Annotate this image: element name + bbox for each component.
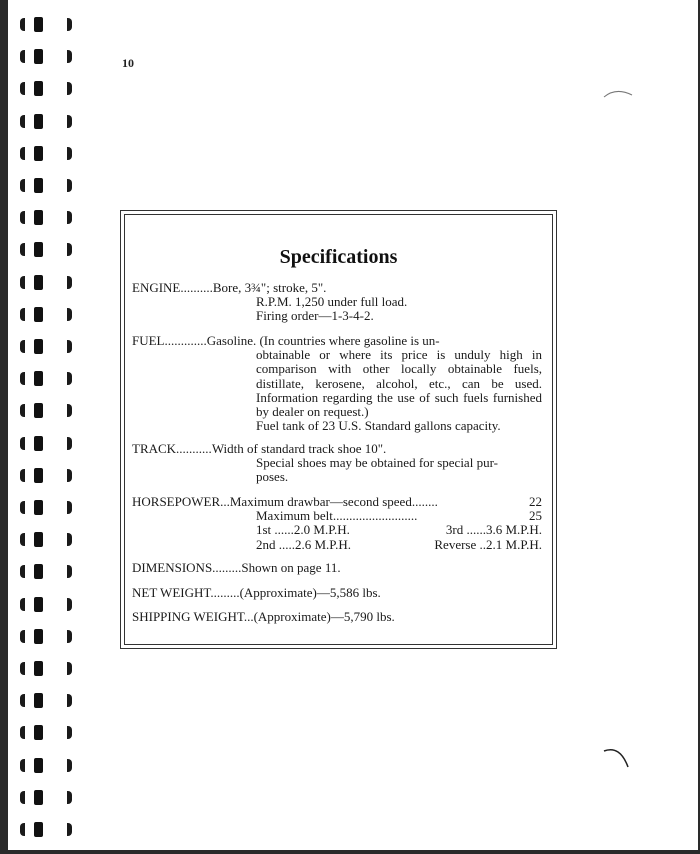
shipping-weight-spec	[132, 610, 542, 624]
track-special-shoes-cont: poses.	[256, 469, 289, 485]
binding-ring	[20, 400, 64, 420]
engine-firing-order: Firing order—1-3-4-2.	[256, 308, 374, 324]
binding-ring	[20, 14, 64, 34]
binding-ring	[20, 207, 64, 227]
binding-ring	[20, 239, 64, 259]
engine-label: ENGINE..........	[132, 280, 213, 295]
fuel-tank: Fuel tank of 23 U.S. Standard gallons capacity.	[256, 418, 501, 434]
net-weight-spec	[132, 586, 542, 600]
binding-ring	[20, 272, 64, 292]
net-weight-label: NET WEIGHT.........	[132, 585, 240, 600]
binding-ring	[20, 78, 64, 98]
binding-ring	[20, 819, 64, 839]
shipping-weight-text: (Approximate)—5,790 lbs.	[253, 609, 395, 624]
track-spec	[132, 442, 542, 485]
track-shoe-width: Width of standard track shoe 10".	[211, 441, 387, 456]
fuel-spec	[132, 334, 542, 433]
fuel-text: obtainable or where its price is unduly high in comparison with other locally obtainable fuels, distillate, kerosene, alcohol, etc., can be used. Information regarding the use of such fuels furnished by dealer on request.)	[256, 347, 542, 420]
track-special-shoes: Special shoes may be obtained for special pur-	[256, 455, 498, 471]
fuel-label: FUEL.............	[132, 333, 207, 348]
net-weight-text: (Approximate)—5,586 lbs.	[239, 585, 381, 600]
dimensions-spec	[132, 561, 542, 575]
binding-ring	[20, 143, 64, 163]
dimensions-label: DIMENSIONS.........	[132, 560, 242, 575]
binding-ring	[20, 465, 64, 485]
binding-ring	[20, 626, 64, 646]
engine-rpm: R.P.M. 1,250 under full load.	[256, 294, 408, 310]
specifications-title: Specifications	[279, 246, 398, 268]
binding-ring	[20, 304, 64, 324]
binding-ring	[20, 175, 64, 195]
binding-ring	[20, 111, 64, 131]
page-smudge-mark	[600, 85, 640, 105]
binding-ring	[20, 433, 64, 453]
binding-ring	[20, 755, 64, 775]
speed-table	[132, 523, 542, 551]
speed-reverse: Reverse ..2.1 M.P.H.	[434, 536, 542, 552]
horsepower-belt-value: 25	[529, 508, 542, 524]
engine-spec	[132, 281, 542, 324]
dimensions-text: Shown on page 11.	[241, 560, 341, 575]
speed-second: 2nd .....2.6 M.P.H.	[256, 536, 351, 552]
engine-bore: Bore, 3¾"; stroke, 5".	[212, 280, 327, 295]
speed-first: 1st ......2.0 M.P.H.	[256, 522, 350, 538]
horsepower-label: HORSEPOWER...	[132, 494, 230, 509]
binding-ring	[20, 529, 64, 549]
shipping-weight-label: SHIPPING WEIGHT...	[132, 609, 254, 624]
binding-ring	[20, 561, 64, 581]
horsepower-drawbar: Maximum drawbar—second speed........	[229, 494, 438, 509]
track-label: TRACK...........	[132, 441, 212, 456]
page-number: 10	[122, 56, 134, 70]
horsepower-spec	[132, 495, 542, 552]
spiral-binding	[0, 0, 70, 854]
page-smudge-mark	[600, 745, 640, 775]
speed-third: 3rd ......3.6 M.P.H.	[445, 522, 542, 538]
binding-ring	[20, 46, 64, 66]
binding-ring	[20, 368, 64, 388]
binding-ring	[20, 594, 64, 614]
binding-ring	[20, 722, 64, 742]
horsepower-drawbar-value: 22	[529, 494, 542, 509]
specifications-box	[120, 210, 557, 649]
fuel-text-first-line: Gasoline. (In countries where gasoline is un-	[206, 333, 440, 348]
binding-ring	[20, 336, 64, 356]
binding-ring	[20, 690, 64, 710]
binding-ring	[20, 787, 64, 807]
horsepower-belt: Maximum belt..........................	[256, 508, 418, 524]
binding-ring	[20, 658, 64, 678]
binding-ring	[20, 497, 64, 517]
